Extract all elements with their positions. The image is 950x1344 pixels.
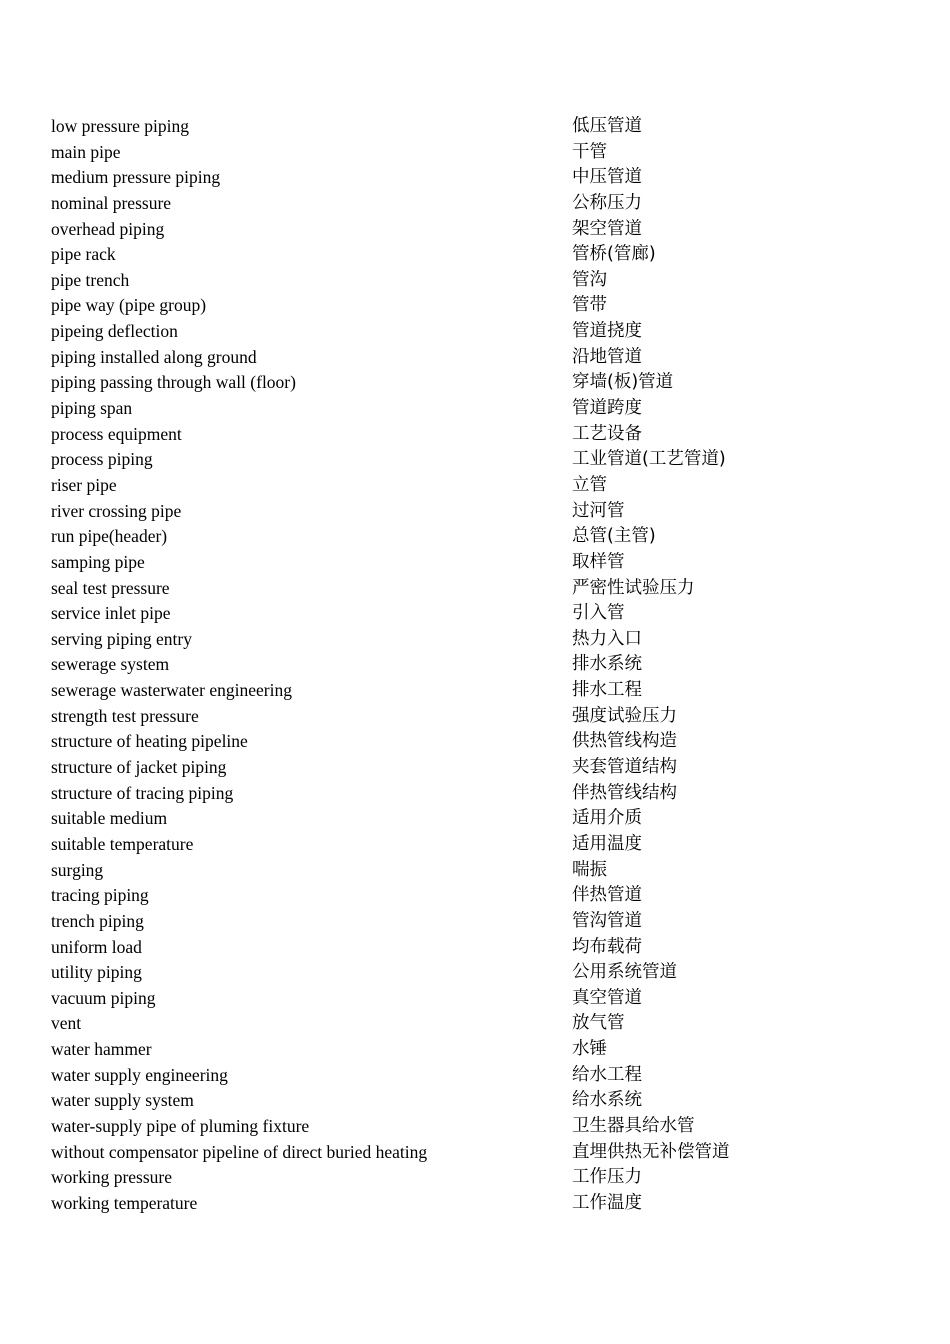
term-english: serving piping entry (51, 628, 192, 649)
term-english: riser pipe (51, 474, 117, 495)
glossary-row (51, 652, 911, 678)
term-chinese: 公用系统管道 (572, 962, 677, 983)
glossary-row (51, 114, 911, 140)
glossary-row (51, 345, 911, 371)
glossary-row (51, 1140, 911, 1166)
glossary-row (51, 550, 911, 576)
term-english: main pipe (51, 141, 121, 162)
glossary-row (51, 832, 911, 858)
term-chinese: 热力入口 (572, 628, 642, 649)
glossary-row (51, 396, 911, 422)
term-chinese: 卫生器具给水管 (572, 1115, 695, 1136)
term-english: pipe rack (51, 244, 116, 265)
term-english: working temperature (51, 1192, 198, 1213)
term-chinese: 适用介质 (572, 808, 642, 829)
term-english: working pressure (51, 1167, 173, 1188)
term-chinese: 管道跨度 (572, 398, 642, 419)
term-english: without compensator pipeline of direct buried heating (51, 1141, 428, 1162)
term-chinese: 排水系统 (572, 654, 642, 675)
term-chinese: 给水系统 (572, 1090, 642, 1111)
glossary-row (51, 678, 911, 704)
term-english: pipeing deflection (51, 321, 178, 342)
term-english: process piping (51, 449, 153, 470)
term-chinese: 管桥(管廊) (572, 244, 656, 265)
term-chinese: 工业管道(工艺管道) (572, 449, 726, 470)
term-english: suitable temperature (51, 833, 194, 854)
term-english: overhead piping (51, 218, 165, 239)
term-english: nominal pressure (51, 192, 172, 213)
glossary-row (51, 1191, 911, 1217)
glossary-row (51, 422, 911, 448)
glossary-row (51, 524, 911, 550)
glossary-row (51, 319, 911, 345)
term-chinese: 水锤 (572, 1039, 607, 1060)
glossary-row (51, 370, 911, 396)
glossary-row (51, 165, 911, 191)
term-english: sewerage wasterwater engineering (51, 680, 292, 701)
term-chinese: 工作温度 (572, 1192, 642, 1213)
term-english: pipe trench (51, 269, 130, 290)
glossary-row (51, 1114, 911, 1140)
term-english: trench piping (51, 910, 144, 931)
term-english: water supply system (51, 1090, 194, 1111)
term-english: medium pressure piping (51, 167, 221, 188)
term-english: sewerage system (51, 654, 170, 675)
term-chinese: 过河管 (572, 500, 625, 521)
term-chinese: 严密性试验压力 (572, 577, 695, 598)
term-chinese: 放气管 (572, 1013, 625, 1034)
glossary-row (51, 1165, 911, 1191)
term-chinese: 公称压力 (572, 192, 642, 213)
term-english: samping pipe (51, 551, 145, 572)
glossary-row (51, 781, 911, 807)
glossary-row (51, 1088, 911, 1114)
term-english: seal test pressure (51, 577, 170, 598)
term-chinese: 伴热管道 (572, 885, 642, 906)
term-english: utility piping (51, 962, 142, 983)
glossary-row (51, 935, 911, 961)
glossary-row (51, 140, 911, 166)
term-english: piping span (51, 398, 133, 419)
glossary-row (51, 242, 911, 268)
term-chinese: 工作压力 (572, 1167, 642, 1188)
glossary-row (51, 986, 911, 1012)
term-chinese: 中压管道 (572, 167, 642, 188)
term-english: piping installed along ground (51, 346, 257, 367)
term-chinese: 管沟管道 (572, 910, 642, 931)
term-chinese: 适用温度 (572, 833, 642, 854)
term-english: pipe way (pipe group) (51, 295, 207, 316)
glossary-row (51, 909, 911, 935)
term-chinese: 直埋供热无补偿管道 (572, 1141, 730, 1162)
term-english: structure of tracing piping (51, 782, 234, 803)
term-chinese: 穿墙(板)管道 (572, 372, 674, 393)
term-english: river crossing pipe (51, 500, 182, 521)
term-english: run pipe(header) (51, 526, 168, 547)
term-chinese: 沿地管道 (572, 346, 642, 367)
term-english: low pressure piping (51, 116, 190, 136)
glossary-list (51, 114, 911, 1217)
glossary-row (51, 806, 911, 832)
term-chinese: 总管(主管) (572, 526, 656, 547)
term-chinese: 伴热管线结构 (572, 782, 677, 803)
glossary-row (51, 1011, 911, 1037)
term-english: vacuum piping (51, 987, 156, 1008)
glossary-row (51, 576, 911, 602)
term-chinese: 喘振 (572, 859, 607, 880)
glossary-row (51, 293, 911, 319)
term-english: water-supply pipe of pluming fixture (51, 1115, 310, 1136)
glossary-row (51, 729, 911, 755)
term-english: suitable medium (51, 808, 168, 829)
term-english: service inlet pipe (51, 603, 171, 624)
term-english: structure of jacket piping (51, 757, 227, 778)
glossary-row (51, 499, 911, 525)
term-english: vent (51, 1013, 82, 1034)
glossary-row (51, 704, 911, 730)
term-english: tracing piping (51, 885, 149, 906)
glossary-row (51, 858, 911, 884)
glossary-row (51, 601, 911, 627)
glossary-row (51, 473, 911, 499)
term-chinese: 管沟 (572, 269, 607, 290)
glossary-row (51, 755, 911, 781)
glossary-row (51, 217, 911, 243)
term-english: piping passing through wall (floor) (51, 372, 296, 393)
glossary-row (51, 627, 911, 653)
glossary-row (51, 268, 911, 294)
term-chinese: 工艺设备 (572, 423, 642, 444)
term-chinese: 管道挠度 (572, 321, 642, 342)
term-english: strength test pressure (51, 705, 199, 726)
term-chinese: 引入管 (572, 603, 625, 624)
glossary-row (51, 1063, 911, 1089)
term-english: process equipment (51, 423, 182, 444)
term-chinese: 给水工程 (572, 1064, 642, 1085)
term-chinese: 强度试验压力 (572, 705, 677, 726)
term-chinese: 低压管道 (572, 116, 642, 136)
term-chinese: 取样管 (572, 551, 625, 572)
glossary-row (51, 883, 911, 909)
term-chinese: 排水工程 (572, 680, 642, 701)
term-chinese: 立管 (572, 474, 607, 495)
glossary-row (51, 960, 911, 986)
term-chinese: 供热管线构造 (572, 731, 677, 752)
glossary-row (51, 447, 911, 473)
term-chinese: 真空管道 (572, 987, 642, 1008)
term-english: structure of heating pipeline (51, 731, 248, 752)
term-chinese: 管带 (572, 295, 607, 316)
term-english: water supply engineering (51, 1064, 228, 1085)
term-chinese: 均布载荷 (572, 936, 642, 957)
term-chinese: 夹套管道结构 (572, 757, 677, 778)
glossary-row (51, 1037, 911, 1063)
term-english: water hammer (51, 1039, 152, 1060)
glossary-row (51, 191, 911, 217)
term-chinese: 架空管道 (572, 218, 642, 239)
term-english: surging (51, 859, 104, 880)
term-english: uniform load (51, 936, 142, 957)
term-chinese: 干管 (572, 141, 607, 162)
